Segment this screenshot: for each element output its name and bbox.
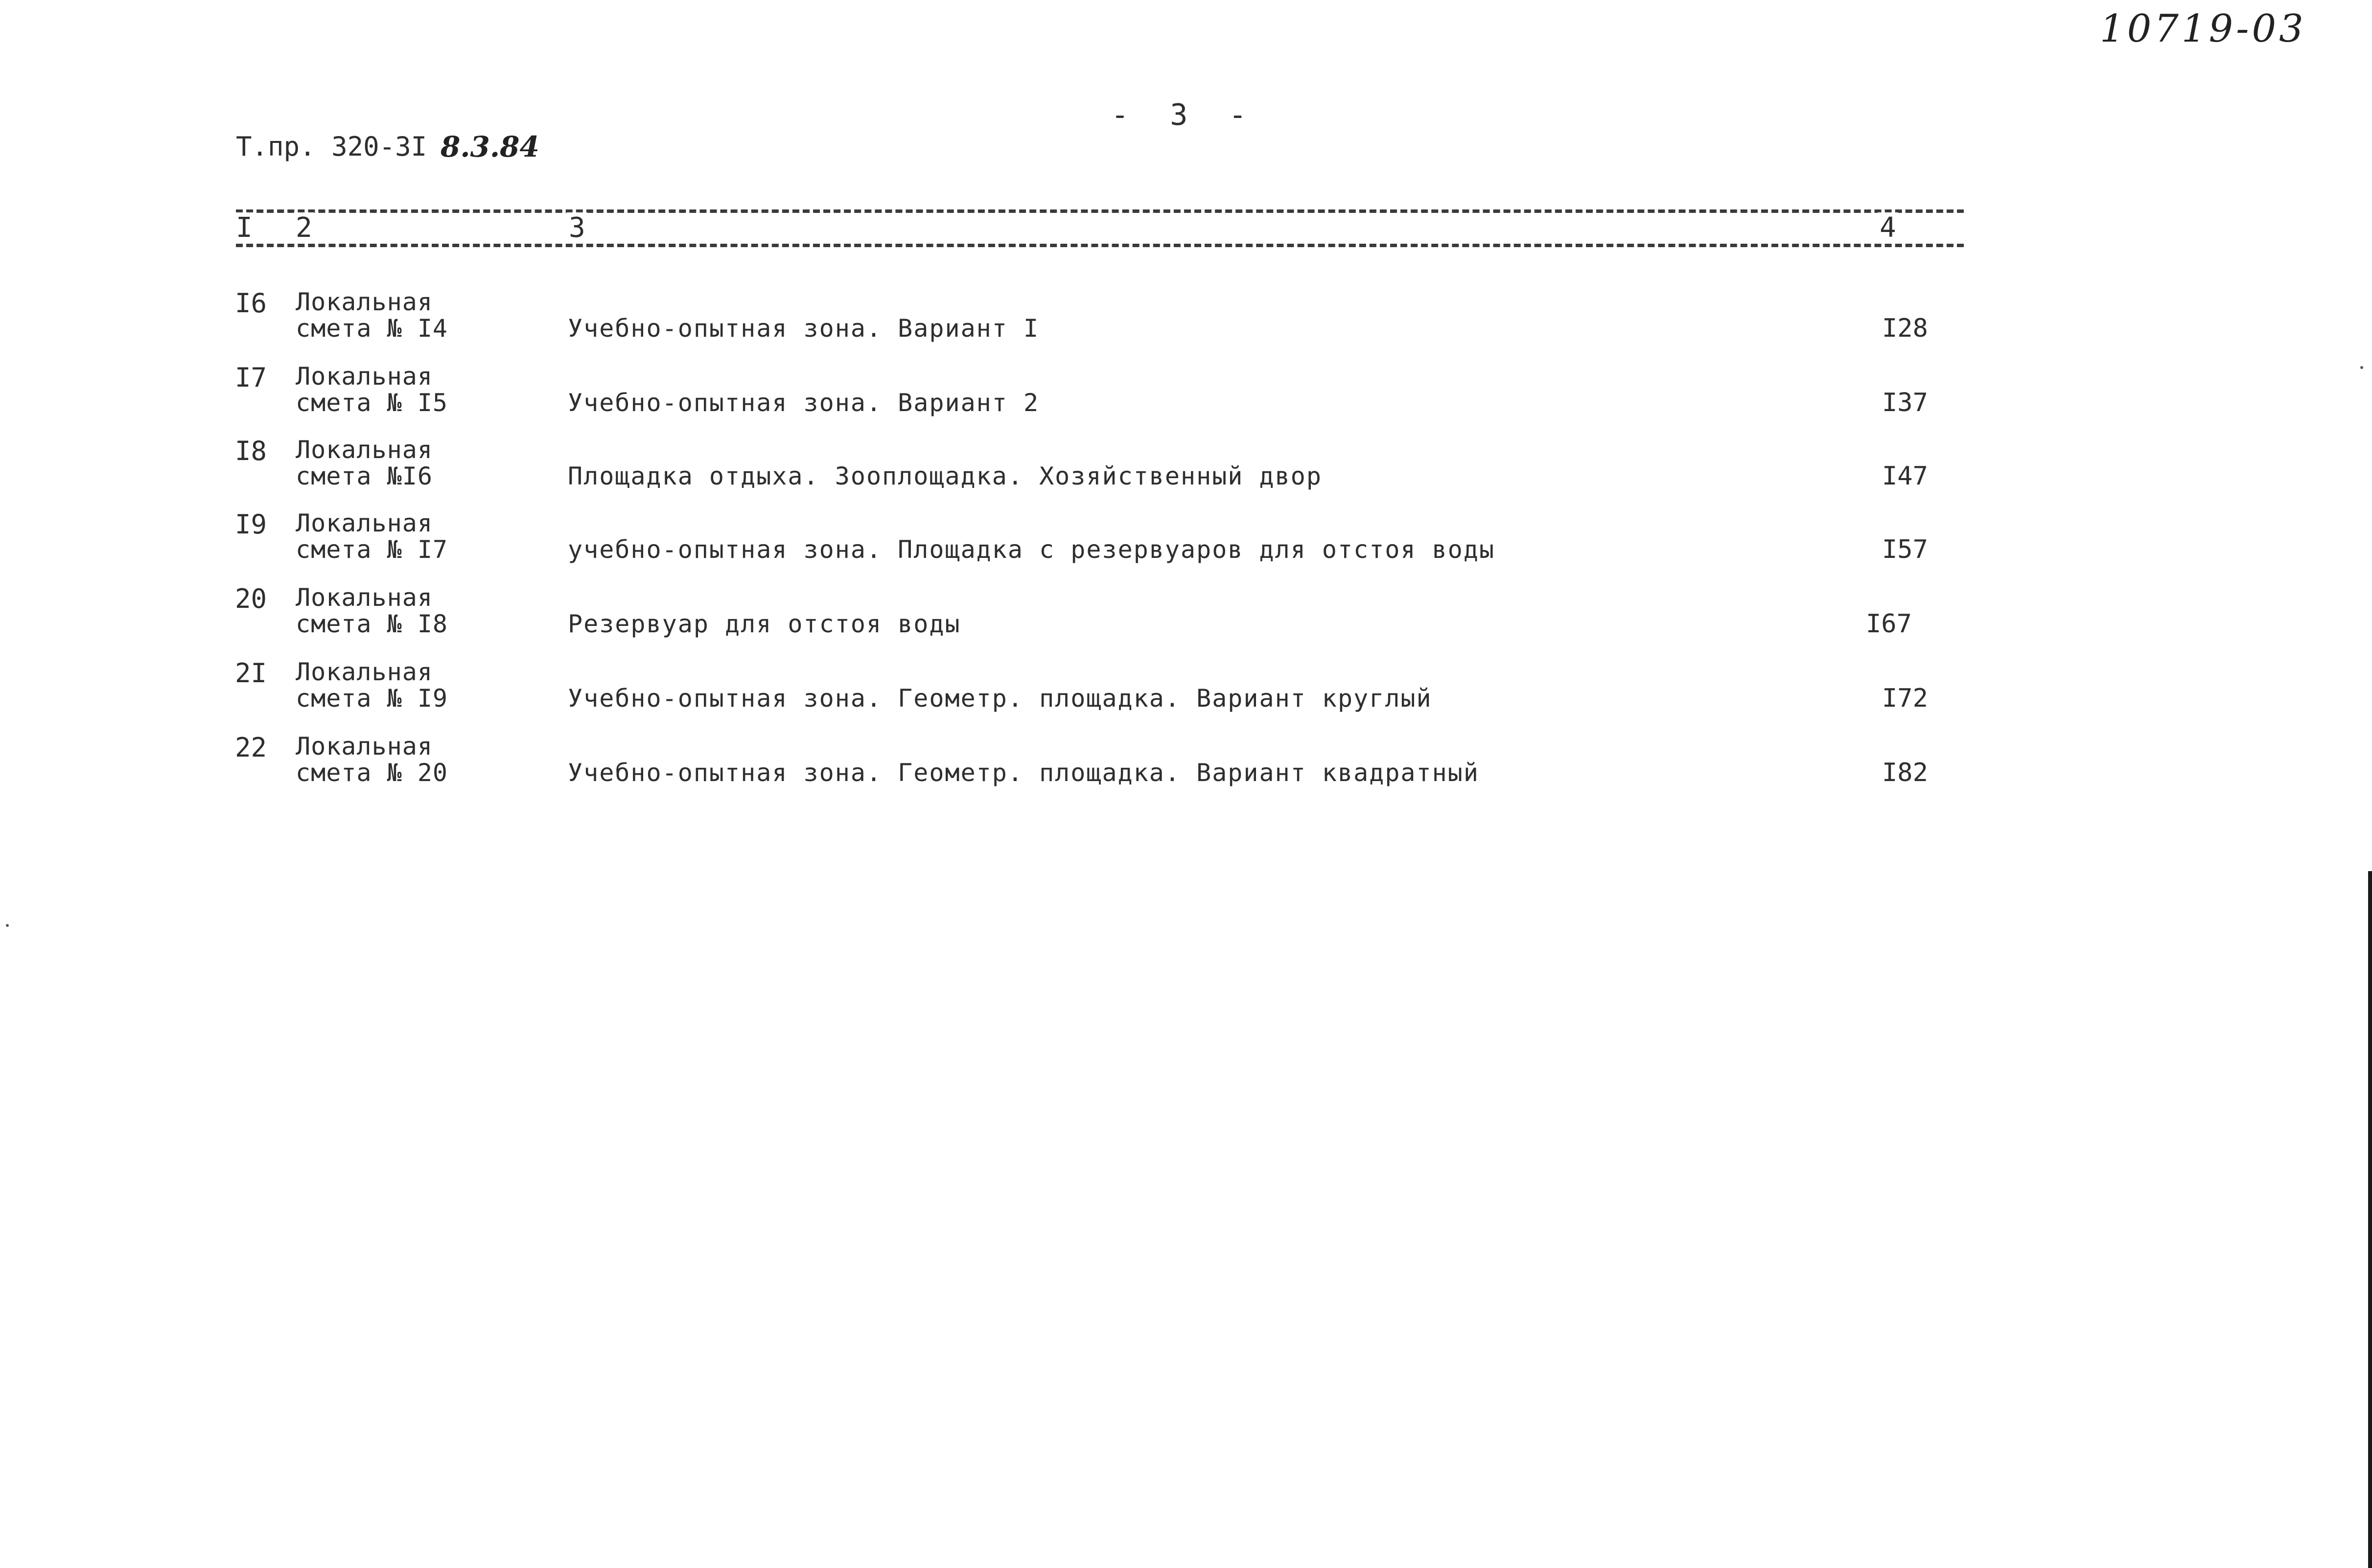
row-page-number: I57 bbox=[1882, 535, 1928, 564]
row-page-number: I28 bbox=[1882, 314, 1928, 343]
row-number: 22 bbox=[235, 732, 267, 763]
row-estimate-type bbox=[296, 510, 448, 563]
row-description: Учебно-опытная зона. Геометр. площадка. Вариант квадратный bbox=[568, 759, 1479, 787]
table-row bbox=[0, 733, 2372, 807]
table-row bbox=[0, 659, 2372, 732]
row-description: Площадка отдыха. Зооплощадка. Хозяйственный двор bbox=[568, 462, 1322, 490]
page-number: - 3 - bbox=[1111, 98, 1258, 132]
row-number: I6 bbox=[235, 288, 267, 319]
table-row bbox=[0, 510, 2372, 583]
row-estimate-type bbox=[296, 584, 448, 637]
row-description: Учебно-опытная зона. Вариант I bbox=[568, 314, 1040, 343]
row-estimate-type bbox=[296, 437, 433, 489]
table-row bbox=[0, 363, 2372, 437]
row-number: I7 bbox=[235, 362, 267, 393]
column-number-1: I bbox=[234, 212, 255, 244]
table-row bbox=[0, 437, 2372, 510]
document-date: 8.3.84 bbox=[441, 130, 539, 163]
scan-speck bbox=[6, 924, 9, 927]
row-number: 20 bbox=[235, 583, 267, 614]
scan-speck bbox=[2360, 366, 2363, 369]
row-estimate-type bbox=[296, 363, 448, 416]
table-header-rule bbox=[236, 244, 1964, 247]
table-row bbox=[0, 289, 2372, 362]
document-reference: Т.пр. 320-3I bbox=[236, 131, 427, 162]
estimate-kind: Локальная bbox=[296, 288, 433, 316]
column-number-2: 2 bbox=[294, 212, 314, 244]
estimate-kind: Локальная bbox=[296, 436, 433, 464]
row-description: Резервуар для отстоя воды bbox=[568, 610, 961, 638]
row-number: 2I bbox=[235, 658, 267, 689]
row-description: учебно-опытная зона. Площадка с резервуаров для отстоя воды bbox=[568, 535, 1495, 564]
estimate-number: смета № I9 bbox=[296, 684, 448, 713]
table-top-rule bbox=[236, 209, 1964, 213]
row-estimate-type bbox=[296, 289, 448, 342]
row-description: Учебно-опытная зона. Геометр. площадка. Вариант круглый bbox=[568, 684, 1432, 713]
column-number-4: 4 bbox=[1878, 212, 1898, 244]
estimate-number: смета № I4 bbox=[296, 314, 448, 343]
estimate-number: смета № I7 bbox=[296, 535, 448, 564]
estimate-kind: Локальная bbox=[296, 583, 433, 612]
row-page-number: I37 bbox=[1882, 388, 1928, 417]
row-page-number: I82 bbox=[1882, 758, 1928, 787]
row-estimate-type bbox=[296, 659, 448, 712]
estimate-kind: Локальная bbox=[296, 362, 433, 391]
estimate-number: смета № 20 bbox=[296, 759, 448, 787]
estimate-number: смета № I8 bbox=[296, 610, 448, 638]
scan-edge-line bbox=[2368, 871, 2372, 1568]
row-estimate-type bbox=[296, 733, 448, 786]
row-description: Учебно-опытная зона. Вариант 2 bbox=[568, 389, 1040, 417]
table-row bbox=[0, 584, 2372, 658]
estimate-kind: Локальная bbox=[296, 658, 433, 686]
estimate-kind: Локальная bbox=[296, 732, 433, 761]
row-page-number: I72 bbox=[1882, 684, 1928, 713]
row-number: I8 bbox=[235, 436, 267, 466]
column-number-3: 3 bbox=[567, 212, 587, 244]
estimate-number: смета №I6 bbox=[296, 462, 433, 490]
row-page-number: I67 bbox=[1866, 609, 1912, 639]
estimate-kind: Локальная bbox=[296, 509, 433, 537]
document-code: 10719-03 bbox=[2100, 7, 2306, 51]
estimate-number: смета № I5 bbox=[296, 389, 448, 417]
row-page-number: I47 bbox=[1882, 461, 1928, 491]
row-number: I9 bbox=[235, 509, 267, 540]
